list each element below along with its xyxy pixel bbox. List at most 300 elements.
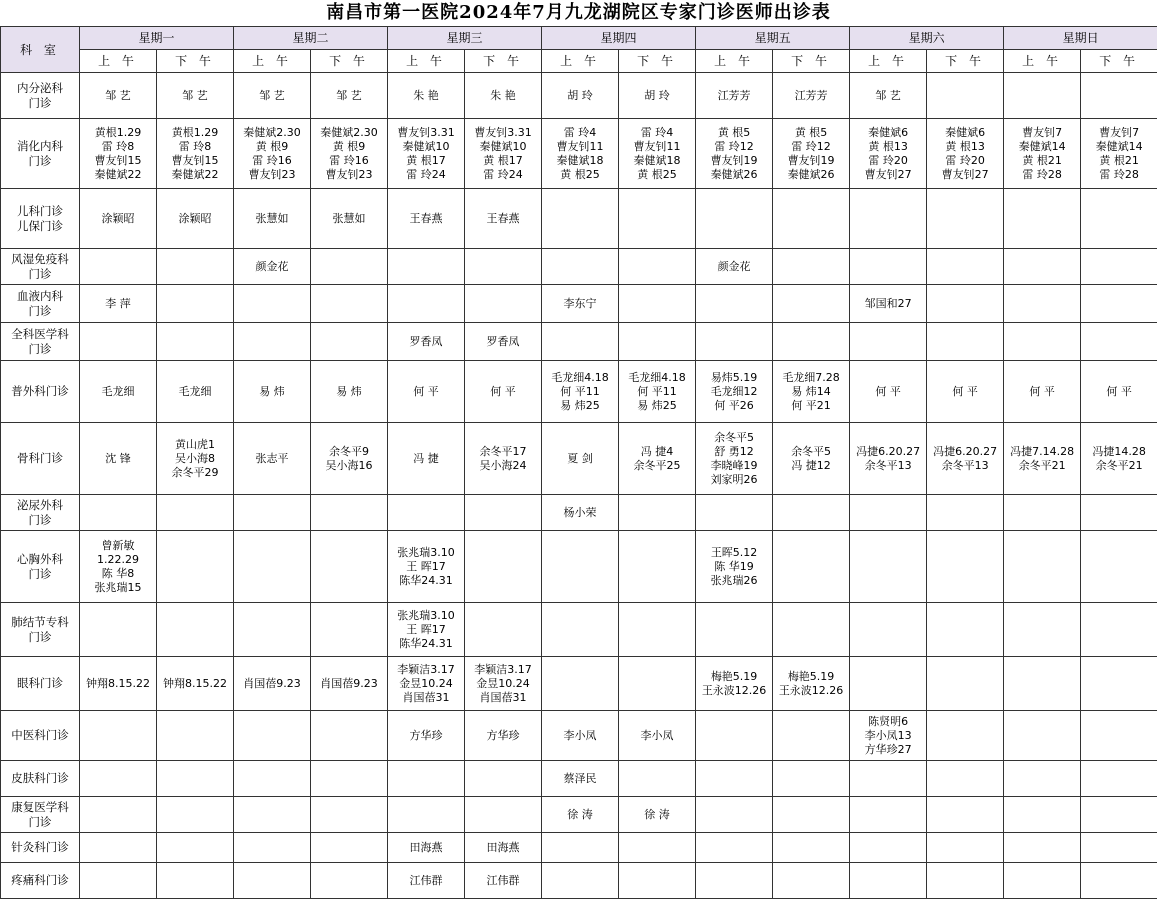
doctor-entry: 王春燕 bbox=[466, 212, 540, 226]
schedule-cell bbox=[311, 249, 388, 285]
doctor-entry: 邹 艺 bbox=[851, 89, 925, 103]
schedule-cell bbox=[542, 495, 619, 531]
doctor-entry: 何 平 bbox=[851, 385, 925, 399]
doctor-entry: 李小凤 bbox=[620, 729, 694, 743]
doctor-entry: 张慧如 bbox=[235, 212, 309, 226]
schedule-cell bbox=[234, 657, 311, 711]
schedule-cell bbox=[619, 495, 696, 531]
table-row bbox=[1, 761, 1157, 797]
schedule-cell bbox=[157, 361, 234, 423]
table-row bbox=[1, 73, 1157, 119]
doctor-entry: 刘家明26 bbox=[697, 473, 771, 487]
schedule-cell bbox=[850, 119, 927, 189]
schedule-cell bbox=[696, 833, 773, 863]
doctor-entry: 黄 根13 bbox=[928, 140, 1002, 154]
corner-header: 科 室 bbox=[1, 27, 80, 73]
schedule-cell bbox=[542, 833, 619, 863]
department-name: 全科医学科 bbox=[2, 327, 78, 342]
doctor-entry: 张兆瑞15 bbox=[81, 581, 155, 595]
schedule-cell bbox=[696, 495, 773, 531]
doctor-entry: 王晖5.12 bbox=[697, 546, 771, 560]
schedule-cell bbox=[696, 285, 773, 323]
doctor-entry: 曹友钊7 bbox=[1082, 126, 1156, 140]
schedule-cell bbox=[465, 119, 542, 189]
schedule-cell bbox=[927, 73, 1004, 119]
schedule-cell bbox=[465, 711, 542, 761]
department-name: 康复医学科 bbox=[2, 800, 78, 815]
schedule-cell bbox=[619, 285, 696, 323]
table-row bbox=[1, 189, 1157, 249]
doctor-entry: 邹 艺 bbox=[158, 89, 232, 103]
schedule-cell bbox=[1004, 323, 1081, 361]
schedule-cell bbox=[927, 603, 1004, 657]
department-name: 门诊 bbox=[2, 154, 78, 169]
schedule-cell bbox=[850, 531, 927, 603]
doctor-entry: 毛龙细 bbox=[158, 385, 232, 399]
pm-header: 下 午 bbox=[311, 50, 388, 73]
department-name: 门诊 bbox=[2, 815, 78, 830]
schedule-cell bbox=[619, 863, 696, 899]
doctor-entry: 李小凤13 bbox=[851, 729, 925, 743]
doctor-entry: 方华珍 bbox=[466, 729, 540, 743]
doctor-entry: 秦健斌6 bbox=[928, 126, 1002, 140]
schedule-cell bbox=[80, 323, 157, 361]
department-name: 门诊 bbox=[2, 513, 78, 528]
schedule-cell bbox=[1004, 657, 1081, 711]
schedule-cell bbox=[234, 361, 311, 423]
doctor-entry: 曹友钊3.31 bbox=[389, 126, 463, 140]
doctor-entry: 冯 捷 bbox=[389, 452, 463, 466]
doctor-entry: 雷 玲20 bbox=[851, 154, 925, 168]
day-header: 星期四 bbox=[542, 27, 696, 50]
schedule-cell bbox=[388, 863, 465, 899]
doctor-entry: 雷 玲28 bbox=[1005, 168, 1079, 182]
schedule-cell bbox=[311, 73, 388, 119]
table-row bbox=[1, 863, 1157, 899]
doctor-entry: 雷 玲28 bbox=[1082, 168, 1156, 182]
schedule-cell bbox=[773, 863, 850, 899]
doctor-entry: 曾新敏 bbox=[81, 539, 155, 553]
department-cell bbox=[1, 761, 80, 797]
schedule-cell bbox=[927, 361, 1004, 423]
doctor-entry: 秦健斌10 bbox=[389, 140, 463, 154]
schedule-cell bbox=[696, 603, 773, 657]
schedule-cell bbox=[850, 249, 927, 285]
doctor-entry: 秦健斌14 bbox=[1082, 140, 1156, 154]
schedule-cell bbox=[234, 73, 311, 119]
department-name: 肺结节专科 bbox=[2, 615, 78, 630]
schedule-cell bbox=[773, 495, 850, 531]
schedule-cell bbox=[80, 423, 157, 495]
doctor-entry: 何 平 bbox=[389, 385, 463, 399]
schedule-cell bbox=[696, 119, 773, 189]
doctor-entry: 易 炜 bbox=[312, 385, 386, 399]
doctor-entry: 张志平 bbox=[235, 452, 309, 466]
schedule-cell bbox=[1081, 711, 1157, 761]
schedule-cell bbox=[311, 761, 388, 797]
doctor-entry: 陈华24.31 bbox=[389, 574, 463, 588]
schedule-cell bbox=[773, 531, 850, 603]
am-header: 上 午 bbox=[234, 50, 311, 73]
schedule-cell bbox=[1004, 189, 1081, 249]
schedule-cell bbox=[696, 189, 773, 249]
schedule-cell bbox=[311, 495, 388, 531]
doctor-entry: 冯捷7.14.28 bbox=[1005, 445, 1079, 459]
schedule-cell bbox=[234, 603, 311, 657]
doctor-entry: 罗香凤 bbox=[466, 335, 540, 349]
doctor-entry: 李小凤 bbox=[543, 729, 617, 743]
schedule-cell bbox=[311, 119, 388, 189]
pm-header: 下 午 bbox=[773, 50, 850, 73]
schedule-cell bbox=[388, 797, 465, 833]
schedule-cell bbox=[773, 323, 850, 361]
schedule-cell bbox=[311, 323, 388, 361]
doctor-entry: 何 平11 bbox=[543, 385, 617, 399]
schedule-cell bbox=[388, 531, 465, 603]
schedule-cell bbox=[850, 711, 927, 761]
schedule-cell bbox=[696, 863, 773, 899]
doctor-entry: 肖国蓓31 bbox=[389, 691, 463, 705]
doctor-entry: 秦健斌6 bbox=[851, 126, 925, 140]
schedule-cell bbox=[465, 73, 542, 119]
department-cell bbox=[1, 603, 80, 657]
schedule-cell bbox=[80, 73, 157, 119]
schedule-cell bbox=[388, 657, 465, 711]
schedule-cell bbox=[619, 189, 696, 249]
day-header: 星期六 bbox=[850, 27, 1004, 50]
doctor-entry: 胡 玲 bbox=[543, 89, 617, 103]
schedule-cell bbox=[773, 797, 850, 833]
schedule-cell bbox=[234, 495, 311, 531]
doctor-entry: 黄 根17 bbox=[389, 154, 463, 168]
schedule-cell bbox=[1004, 495, 1081, 531]
am-header: 上 午 bbox=[850, 50, 927, 73]
schedule-cell bbox=[1004, 603, 1081, 657]
schedule-cell bbox=[80, 833, 157, 863]
schedule-cell bbox=[542, 761, 619, 797]
schedule-cell bbox=[850, 423, 927, 495]
doctor-entry: 易 炜14 bbox=[774, 385, 848, 399]
table-row bbox=[1, 423, 1157, 495]
doctor-entry: 肖国蓓9.23 bbox=[312, 677, 386, 691]
doctor-entry: 何 平21 bbox=[774, 399, 848, 413]
department-name: 皮肤科门诊 bbox=[2, 771, 78, 786]
schedule-cell bbox=[850, 863, 927, 899]
schedule-cell bbox=[850, 797, 927, 833]
schedule-cell bbox=[1004, 361, 1081, 423]
schedule-cell bbox=[542, 657, 619, 711]
doctor-entry: 黄 根25 bbox=[543, 168, 617, 182]
schedule-cell bbox=[542, 73, 619, 119]
doctor-entry: 余冬平21 bbox=[1005, 459, 1079, 473]
schedule-cell bbox=[1081, 863, 1157, 899]
schedule-cell bbox=[696, 797, 773, 833]
doctor-entry: 秦健斌10 bbox=[466, 140, 540, 154]
day-header: 星期三 bbox=[388, 27, 542, 50]
schedule-cell bbox=[1004, 863, 1081, 899]
schedule-cell bbox=[311, 797, 388, 833]
pm-header: 下 午 bbox=[619, 50, 696, 73]
doctor-entry: 秦健斌2.30 bbox=[235, 126, 309, 140]
schedule-cell bbox=[157, 761, 234, 797]
schedule-cell bbox=[80, 761, 157, 797]
schedule-cell bbox=[927, 285, 1004, 323]
schedule-cell bbox=[80, 657, 157, 711]
schedule-cell bbox=[619, 119, 696, 189]
schedule-cell bbox=[80, 285, 157, 323]
schedule-cell bbox=[80, 863, 157, 899]
schedule-cell bbox=[311, 531, 388, 603]
doctor-entry: 何 平 bbox=[466, 385, 540, 399]
schedule-cell bbox=[773, 119, 850, 189]
department-name: 门诊 bbox=[2, 630, 78, 645]
doctor-entry: 肖国蓓31 bbox=[466, 691, 540, 705]
doctor-entry: 黄 根9 bbox=[235, 140, 309, 154]
schedule-cell bbox=[157, 323, 234, 361]
doctor-entry: 吴小海24 bbox=[466, 459, 540, 473]
doctor-entry: 曹友钊27 bbox=[928, 168, 1002, 182]
doctor-entry: 黄山虎1 bbox=[158, 438, 232, 452]
schedule-cell bbox=[696, 423, 773, 495]
pm-header: 下 午 bbox=[465, 50, 542, 73]
doctor-entry: 秦健斌26 bbox=[697, 168, 771, 182]
doctor-entry: 余冬平29 bbox=[158, 466, 232, 480]
department-cell bbox=[1, 119, 80, 189]
schedule-cell bbox=[465, 285, 542, 323]
doctor-entry: 曹友钊27 bbox=[851, 168, 925, 182]
schedule-cell bbox=[773, 603, 850, 657]
day-header: 星期日 bbox=[1004, 27, 1157, 50]
schedule-cell bbox=[850, 189, 927, 249]
doctor-entry: 黄 根5 bbox=[774, 126, 848, 140]
doctor-entry: 冯捷6.20.27 bbox=[928, 445, 1002, 459]
schedule-cell bbox=[311, 423, 388, 495]
doctor-entry: 王永波12.26 bbox=[774, 684, 848, 698]
schedule-cell bbox=[234, 863, 311, 899]
schedule-cell bbox=[311, 863, 388, 899]
doctor-entry: 沈 锋 bbox=[81, 452, 155, 466]
department-cell bbox=[1, 833, 80, 863]
schedule-cell bbox=[1081, 833, 1157, 863]
schedule-cell bbox=[234, 711, 311, 761]
schedule-cell bbox=[542, 863, 619, 899]
doctor-entry: 毛龙细12 bbox=[697, 385, 771, 399]
schedule-cell bbox=[696, 531, 773, 603]
am-header: 上 午 bbox=[1004, 50, 1081, 73]
doctor-entry: 秦健斌18 bbox=[543, 154, 617, 168]
doctor-entry: 冯捷14.28 bbox=[1082, 445, 1156, 459]
doctor-entry: 雷 玲4 bbox=[543, 126, 617, 140]
doctor-entry: 田海燕 bbox=[466, 841, 540, 855]
doctor-entry: 黄 根5 bbox=[697, 126, 771, 140]
table-row bbox=[1, 495, 1157, 531]
doctor-entry: 涂颖昭 bbox=[158, 212, 232, 226]
schedule-cell bbox=[1004, 423, 1081, 495]
schedule-cell bbox=[234, 423, 311, 495]
schedule-cell bbox=[157, 797, 234, 833]
department-name: 门诊 bbox=[2, 567, 78, 582]
schedule-cell bbox=[1081, 531, 1157, 603]
department-cell bbox=[1, 249, 80, 285]
schedule-cell bbox=[927, 863, 1004, 899]
doctor-entry: 李颖洁3.17 bbox=[389, 663, 463, 677]
doctor-entry: 金昱10.24 bbox=[389, 677, 463, 691]
schedule-cell bbox=[465, 531, 542, 603]
department-name: 针灸科门诊 bbox=[2, 840, 78, 855]
schedule-cell bbox=[619, 323, 696, 361]
schedule-cell bbox=[388, 711, 465, 761]
department-name: 中医科门诊 bbox=[2, 728, 78, 743]
department-cell bbox=[1, 531, 80, 603]
schedule-cell bbox=[927, 495, 1004, 531]
table-row bbox=[1, 249, 1157, 285]
schedule-table bbox=[0, 26, 1157, 899]
am-header: 上 午 bbox=[542, 50, 619, 73]
doctor-entry: 雷 玲20 bbox=[928, 154, 1002, 168]
day-header: 星期二 bbox=[234, 27, 388, 50]
schedule-cell bbox=[388, 761, 465, 797]
doctor-entry: 颜金花 bbox=[235, 260, 309, 274]
department-cell bbox=[1, 711, 80, 761]
schedule-cell bbox=[1081, 361, 1157, 423]
schedule-cell bbox=[234, 761, 311, 797]
doctor-entry: 余冬平5 bbox=[697, 431, 771, 445]
schedule-cell bbox=[311, 285, 388, 323]
schedule-cell bbox=[696, 657, 773, 711]
doctor-entry: 田海燕 bbox=[389, 841, 463, 855]
doctor-entry: 邹国和27 bbox=[851, 297, 925, 311]
doctor-entry: 毛龙细7.28 bbox=[774, 371, 848, 385]
doctor-entry: 黄 根21 bbox=[1005, 154, 1079, 168]
doctor-entry: 胡 玲 bbox=[620, 89, 694, 103]
schedule-cell bbox=[465, 761, 542, 797]
schedule-cell bbox=[388, 189, 465, 249]
schedule-cell bbox=[850, 603, 927, 657]
table-row bbox=[1, 603, 1157, 657]
schedule-cell bbox=[80, 495, 157, 531]
doctor-entry: 王 晖17 bbox=[389, 623, 463, 637]
doctor-entry: 雷 玲24 bbox=[466, 168, 540, 182]
schedule-cell bbox=[388, 119, 465, 189]
doctor-entry: 王永波12.26 bbox=[697, 684, 771, 698]
table-row bbox=[1, 119, 1157, 189]
doctor-entry: 王春燕 bbox=[389, 212, 463, 226]
schedule-cell bbox=[465, 657, 542, 711]
schedule-cell bbox=[542, 531, 619, 603]
department-cell bbox=[1, 657, 80, 711]
schedule-cell bbox=[1081, 119, 1157, 189]
schedule-cell bbox=[1004, 285, 1081, 323]
doctor-entry: 易 炜25 bbox=[620, 399, 694, 413]
schedule-cell bbox=[157, 285, 234, 323]
schedule-cell bbox=[773, 657, 850, 711]
schedule-cell bbox=[619, 423, 696, 495]
schedule-cell bbox=[80, 711, 157, 761]
schedule-cell bbox=[234, 119, 311, 189]
schedule-cell bbox=[388, 323, 465, 361]
doctor-entry: 冯捷6.20.27 bbox=[851, 445, 925, 459]
department-cell bbox=[1, 797, 80, 833]
doctor-entry: 曹友钊11 bbox=[543, 140, 617, 154]
schedule-cell bbox=[157, 73, 234, 119]
schedule-cell bbox=[927, 761, 1004, 797]
doctor-entry: 王 晖17 bbox=[389, 560, 463, 574]
doctor-entry: 肖国蓓9.23 bbox=[235, 677, 309, 691]
schedule-cell bbox=[696, 323, 773, 361]
doctor-entry: 曹友钊15 bbox=[81, 154, 155, 168]
doctor-entry: 何 平 bbox=[1082, 385, 1156, 399]
doctor-entry: 陈华24.31 bbox=[389, 637, 463, 651]
schedule-cell bbox=[80, 119, 157, 189]
department-cell bbox=[1, 73, 80, 119]
doctor-entry: 徐 涛 bbox=[620, 808, 694, 822]
doctor-entry: 颜金花 bbox=[697, 260, 771, 274]
schedule-cell bbox=[1081, 495, 1157, 531]
schedule-cell bbox=[388, 361, 465, 423]
schedule-cell bbox=[234, 249, 311, 285]
schedule-cell bbox=[157, 119, 234, 189]
schedule-cell bbox=[619, 249, 696, 285]
department-cell bbox=[1, 323, 80, 361]
day-header: 星期五 bbox=[696, 27, 850, 50]
schedule-cell bbox=[1081, 603, 1157, 657]
doctor-entry: 余冬平17 bbox=[466, 445, 540, 459]
schedule-cell bbox=[619, 761, 696, 797]
schedule-cell bbox=[850, 361, 927, 423]
schedule-cell bbox=[157, 711, 234, 761]
schedule-cell bbox=[619, 657, 696, 711]
department-name: 心胸外科 bbox=[2, 552, 78, 567]
doctor-entry: 江伟群 bbox=[466, 874, 540, 888]
doctor-entry: 曹友钊11 bbox=[620, 140, 694, 154]
schedule-cell bbox=[311, 361, 388, 423]
schedule-cell bbox=[927, 119, 1004, 189]
schedule-cell bbox=[850, 657, 927, 711]
schedule-cell bbox=[1081, 73, 1157, 119]
doctor-entry: 黄 根25 bbox=[620, 168, 694, 182]
schedule-cell bbox=[619, 531, 696, 603]
doctor-entry: 杨小荣 bbox=[543, 506, 617, 520]
doctor-entry: 曹友钊15 bbox=[158, 154, 232, 168]
doctor-entry: 雷 玲8 bbox=[81, 140, 155, 154]
doctor-entry: 李东宁 bbox=[543, 297, 617, 311]
table-row bbox=[1, 531, 1157, 603]
doctor-entry: 曹友钊23 bbox=[235, 168, 309, 182]
schedule-cell bbox=[1081, 797, 1157, 833]
doctor-entry: 余冬平5 bbox=[774, 445, 848, 459]
schedule-cell bbox=[234, 797, 311, 833]
doctor-entry: 黄 根13 bbox=[851, 140, 925, 154]
schedule-cell bbox=[542, 797, 619, 833]
schedule-cell bbox=[465, 189, 542, 249]
doctor-entry: 秦健斌2.30 bbox=[312, 126, 386, 140]
doctor-entry: 方华珍 bbox=[389, 729, 463, 743]
doctor-entry: 黄 根9 bbox=[312, 140, 386, 154]
doctor-entry: 舒 勇12 bbox=[697, 445, 771, 459]
schedule-cell bbox=[927, 249, 1004, 285]
doctor-entry: 黄根1.29 bbox=[81, 126, 155, 140]
schedule-cell bbox=[773, 711, 850, 761]
schedule-cell bbox=[465, 603, 542, 657]
doctor-entry: 钟翔8.15.22 bbox=[81, 677, 155, 691]
doctor-entry: 陈 华19 bbox=[697, 560, 771, 574]
schedule-cell bbox=[157, 603, 234, 657]
schedule-cell bbox=[80, 189, 157, 249]
department-cell bbox=[1, 361, 80, 423]
doctor-entry: 吴小海8 bbox=[158, 452, 232, 466]
doctor-entry: 曹友钊23 bbox=[312, 168, 386, 182]
doctor-entry: 江芳芳 bbox=[697, 89, 771, 103]
